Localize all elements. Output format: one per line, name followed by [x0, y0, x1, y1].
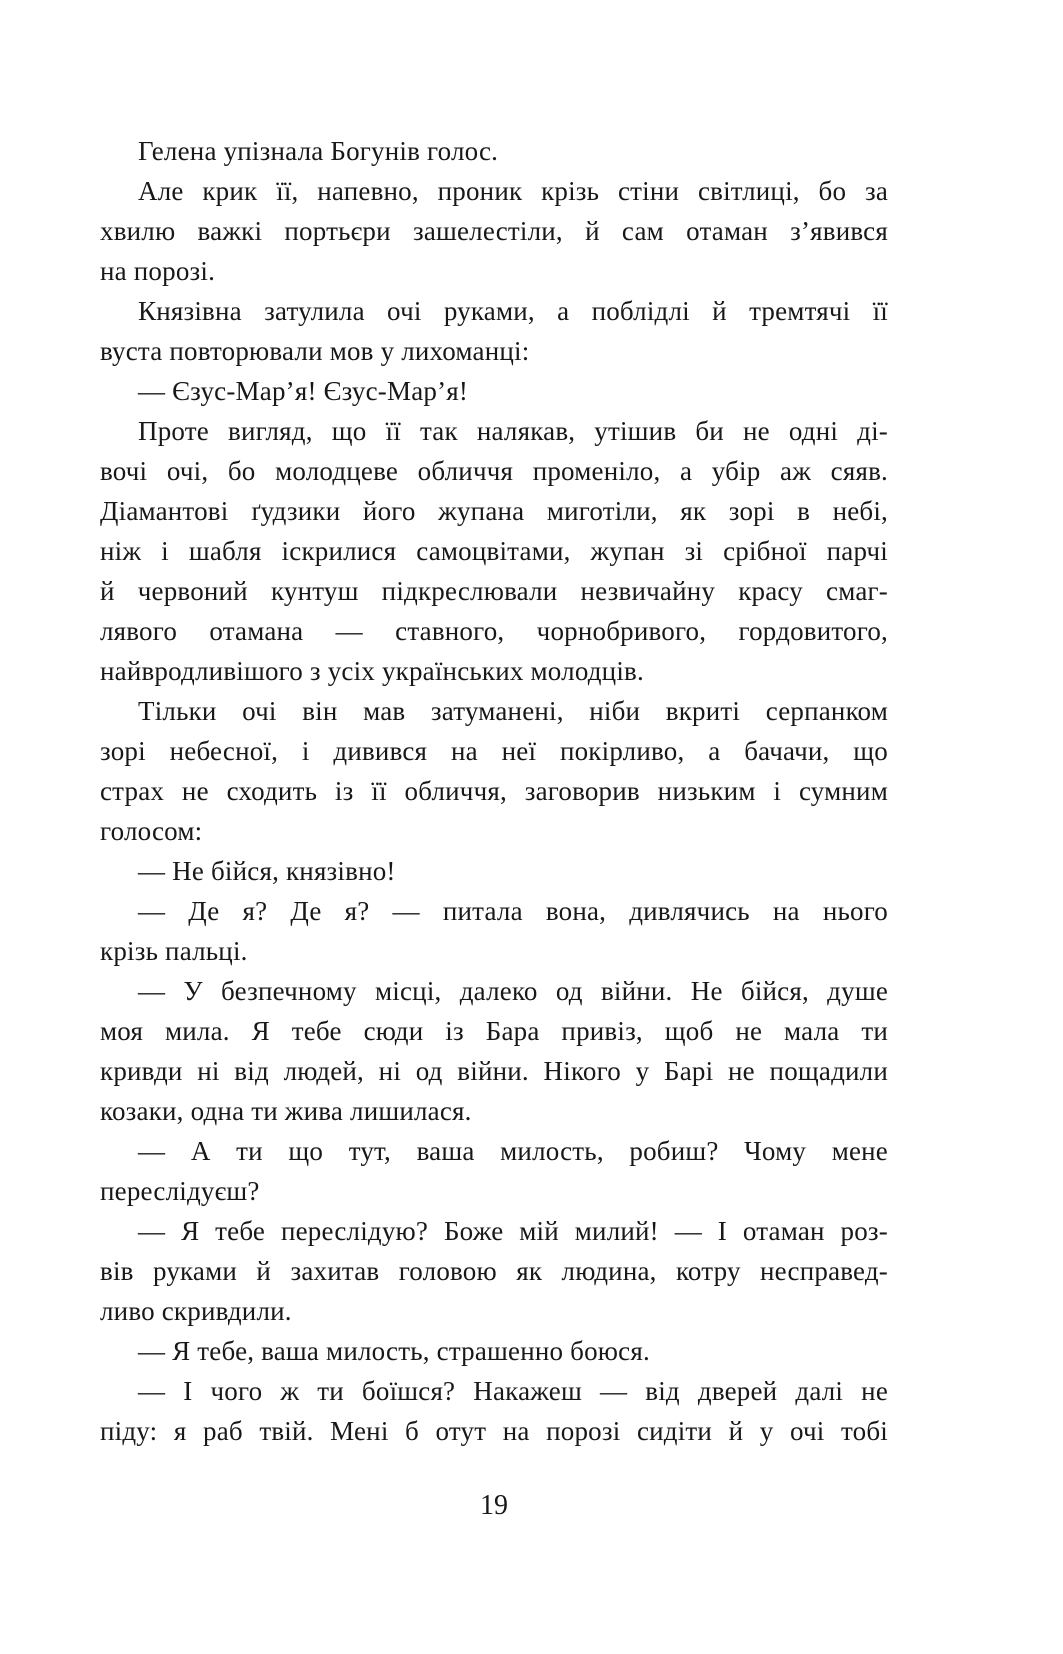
text-line: на порозі.	[100, 256, 216, 286]
text-line: вуста повторювали мов у лихоманці:	[100, 336, 530, 366]
text-line: крізь пальці.	[100, 936, 248, 966]
text-line: — Не бійся, князівно!	[138, 856, 396, 886]
text-line: страх не сходить із її обличчя, заговорив низьким і сумним	[100, 776, 888, 806]
text-line: переслідуєш?	[100, 1176, 260, 1206]
text-line: лявого отамана — ставного, чорнобривого, гордовитого,	[100, 616, 888, 646]
text-line: — І чого ж ти боїшся? Накажеш — від дверей далі не	[138, 1376, 888, 1406]
text-column	[100, 131, 888, 1451]
text-line: — Я тебе переслідую? Боже мій милий! — І отаман роз-	[138, 1216, 888, 1246]
text-line: зорі небесної, і дивився на неї покірливо, а бачачи, що	[100, 736, 888, 766]
text-line: Гелена упізнала Богунів голос.	[138, 136, 499, 166]
text-line: піду: я раб твій. Мені б отут на порозі сидіти й у очі тобі	[100, 1416, 888, 1446]
text-line: найвродливішого з усіх українських молодців.	[100, 656, 644, 686]
text-line: — Єзус-Мар’я! Єзус-Мар’я!	[138, 376, 469, 406]
text-line: Князівна затулила очі руками, а поблідлі й тремтячі її	[138, 296, 888, 326]
text-line: Проте вигляд, що її так налякав, утішив би не одні ді-	[138, 416, 888, 446]
text-line: козаки, одна ти жива лишилася.	[100, 1096, 472, 1126]
text-line: кривди ні від людей, ні од війни. Нікого у Барі не пощадили	[100, 1056, 888, 1086]
text-line: ніж і шабля іскрилися самоцвітами, жупан зі срібної парчі	[100, 536, 888, 566]
text-line: ливо скривдили.	[100, 1296, 292, 1326]
text-line: — А ти що тут, ваша милость, робиш? Чому мене	[138, 1136, 888, 1166]
text-line: Тільки очі він мав затуманені, ніби вкриті серпанком	[138, 696, 888, 726]
text-line: Діамантові ґудзики його жупана миготіли, як зорі в небі,	[100, 496, 888, 526]
text-line: вів руками й захитав головою як людина, котру несправед-	[100, 1256, 888, 1286]
text-line: — Де я? Де я? — питала вона, дивлячись на нього	[138, 896, 888, 926]
page-number: 19	[480, 1490, 508, 1521]
text-line: вочі очі, бо молодцеве обличчя променіло, а убір аж сяяв.	[100, 456, 888, 486]
text-line: й червоний кунтуш підкреслювали незвичайну красу смаг-	[100, 576, 888, 606]
text-line: моя мила. Я тебе сюди із Бара привіз, щоб не мала ти	[100, 1016, 888, 1046]
text-line: голосом:	[100, 816, 203, 846]
text-line: Але крик її, напевно, проник крізь стіни світлиці, бо за	[138, 176, 888, 206]
text-line: — Я тебе, ваша милость, страшенно боюся.	[138, 1336, 650, 1366]
text-line: хвилю важкі портьєри зашелестіли, й сам отаман з’явився	[100, 216, 888, 246]
text-line: — У безпечному місці, далеко од війни. Не бійся, душе	[138, 976, 888, 1006]
